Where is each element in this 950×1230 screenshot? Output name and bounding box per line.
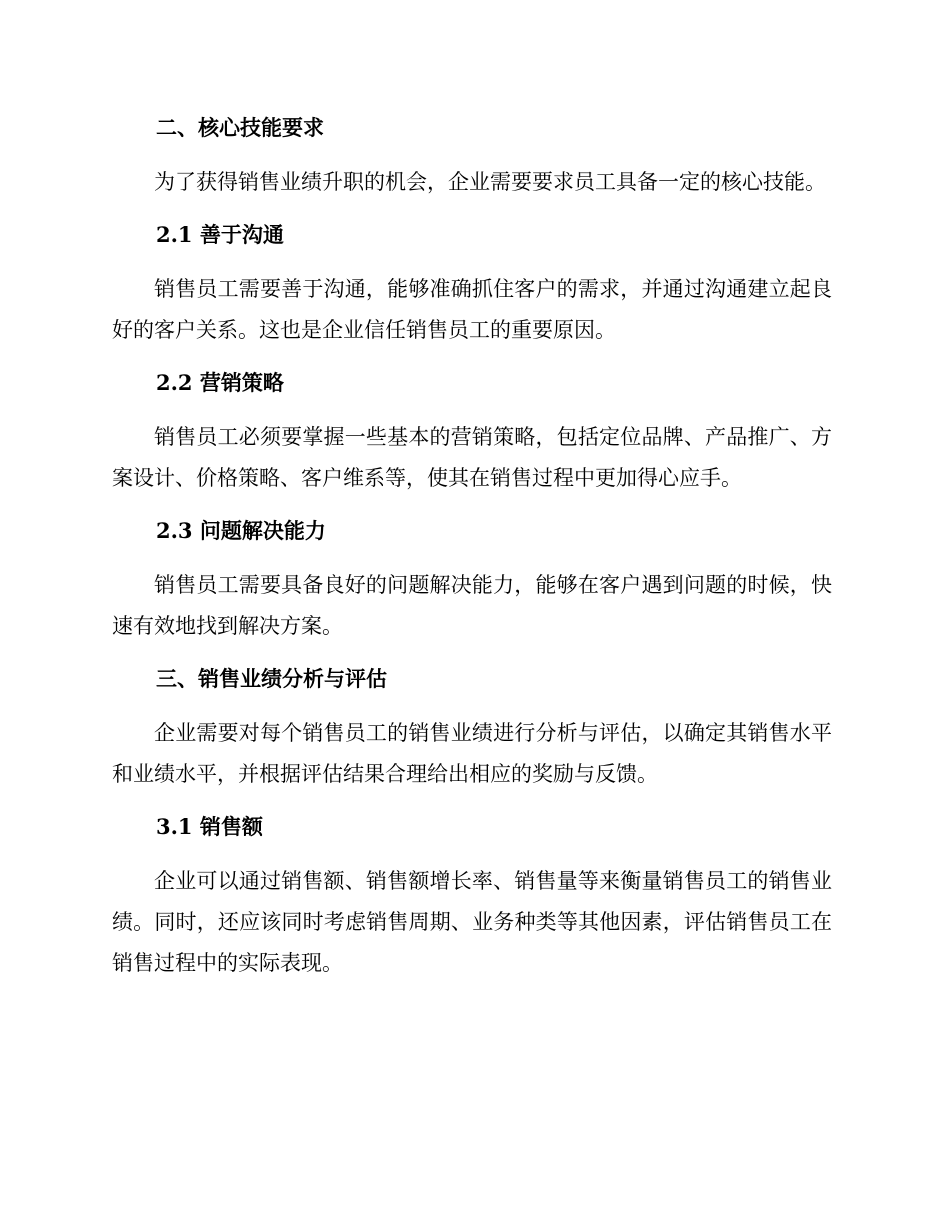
section-paragraph-performance-analysis: 企业需要对每个销售员工的销售业绩进行分析与评估，以确定其销售水平和业绩水平，并根据评估结果合理给出相应的奖励与反馈。 xyxy=(112,721,832,786)
section-paragraph-communication: 销售员工需要善于沟通，能够准确抓住客户的需求，并通过沟通建立起良好的客户关系。这也是企业信任销售员工的重要原因。 xyxy=(112,277,832,342)
section-heading-performance-analysis: 三、销售业绩分析与评估 xyxy=(156,666,387,691)
section-heading-communication: 2.1 善于沟通 xyxy=(156,222,284,247)
section-paragraph-problem-solving: 销售员工需要具备良好的问题解决能力，能够在客户遇到问题的时候，快速有效地找到解决方案。 xyxy=(112,573,832,638)
section-heading-marketing-strategy: 2.2 营销策略 xyxy=(156,370,284,395)
document-body xyxy=(112,108,832,984)
section-paragraph-marketing-strategy: 销售员工必须要掌握一些基本的营销策略，包括定位品牌、产品推广、方案设计、价格策略、客户维系等，使其在销售过程中更加得心应手。 xyxy=(112,425,832,490)
section-heading-core-skills: 二、核心技能要求 xyxy=(156,115,324,140)
section-heading-sales-amount: 3.1 销售额 xyxy=(156,814,263,839)
section-heading-problem-solving: 2.3 问题解决能力 xyxy=(156,518,326,543)
section-paragraph-sales-amount: 企业可以通过销售额、销售额增长率、销售量等来衡量销售员工的销售业绩。同时，还应该同时考虑销售周期、业务种类等其他因素，评估销售员工在销售过程中的实际表现。 xyxy=(112,869,832,975)
section-paragraph-core-skills: 为了获得销售业绩升职的机会，企业需要要求员工具备一定的核心技能。 xyxy=(154,170,826,194)
